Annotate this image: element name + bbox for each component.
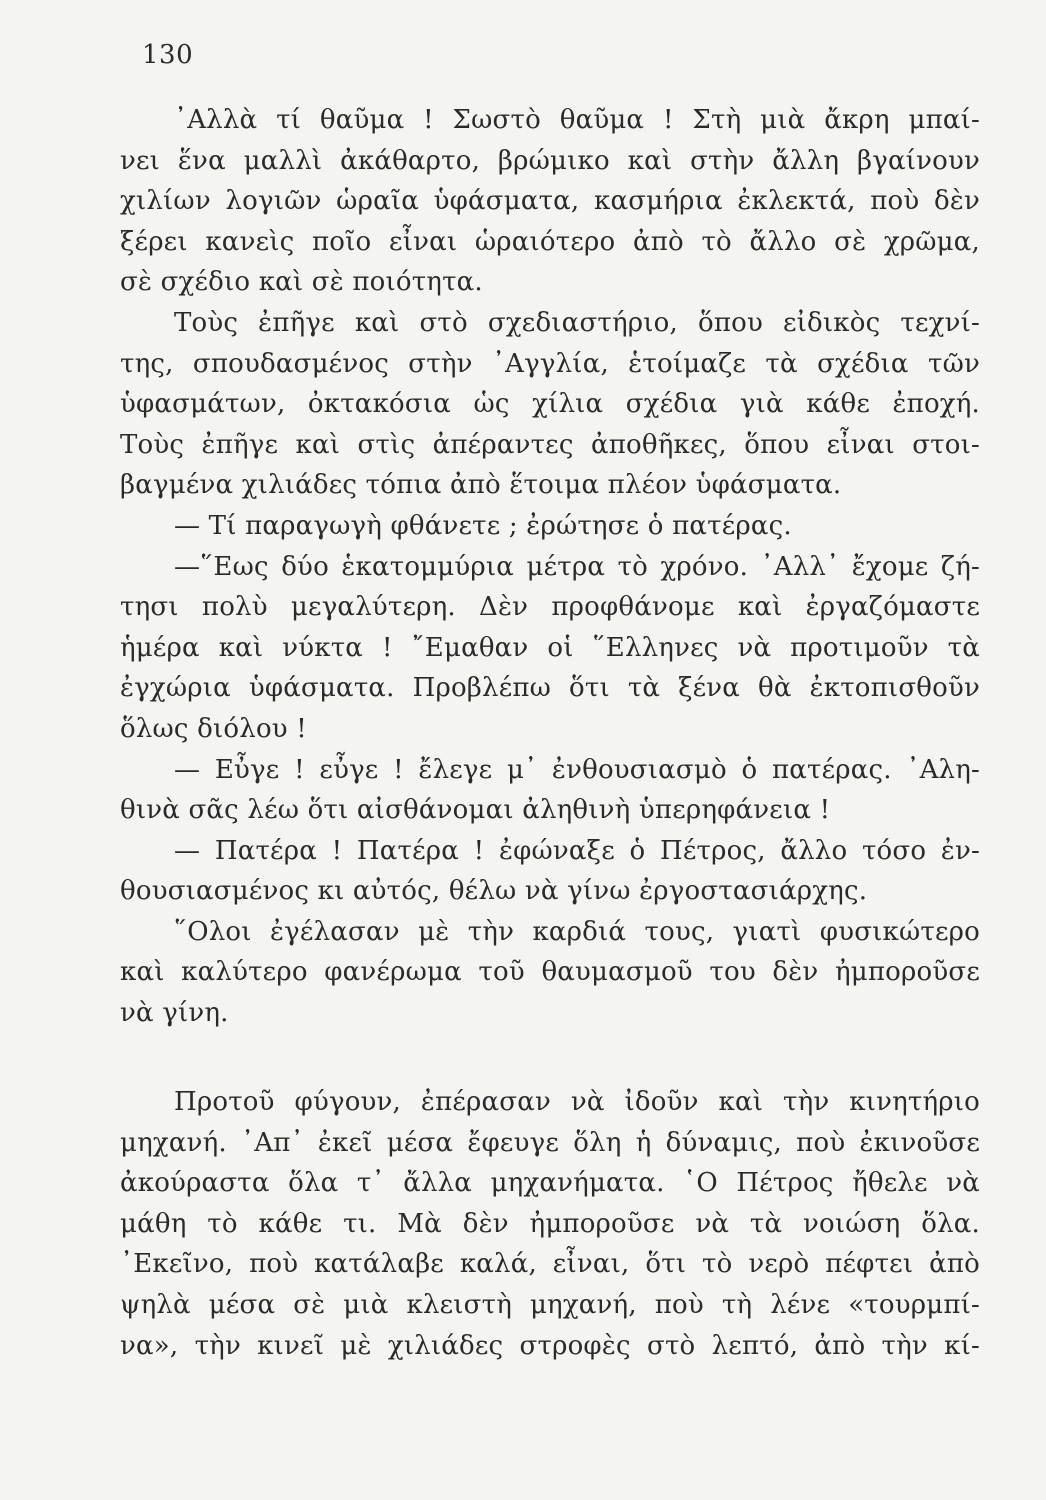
text-line: σὲ σχέδιο καὶ σὲ ποιότητα. — [120, 267, 483, 298]
text-line: ψηλὰ μέσα σὲ μιὰ κλειστὴ μηχανή, ποὺ τὴ λένε «τουρμπί- — [120, 1289, 980, 1320]
text-line: χιλίων λογιῶν ὡραῖα ὑφάσματα, κασμήρια ἐκλεκτά, ποὺ δὲν — [120, 186, 980, 217]
text-line: ἀκούραστα ὅλα τ᾽ ἄλλα μηχανήματα. ῾Ο Πέτρος ἤθελε νὰ — [120, 1168, 980, 1199]
text-line: βαγμένα χιλιάδες τόπια ἀπὸ ἕτοιμα πλέον ὑφάσματα. — [120, 470, 842, 501]
text-line: — Πατέρα ! Πατέρα ! ἐφώναξε ὁ Πέτρος, ἄλλο τόσο ἐν- — [174, 835, 980, 866]
text-line: ὑφασμάτων, ὀκτακόσια ὡς χίλια σχέδια γιὰ κάθε ἐποχή. — [120, 389, 980, 420]
text-line: ἐγχώρια ὑφάσματα. Προβλέπω ὅτι τὰ ξένα θὰ ἐκτοπισθοῦν — [120, 673, 980, 704]
text-line: μηχανή. ᾽Απ᾽ ἐκεῖ μέσα ἔφευγε ὅλη ἡ δύναμις, ποὺ ἐκινοῦσε — [120, 1127, 980, 1158]
text-line: νὰ γίνη. — [120, 998, 229, 1029]
text-block-main — [120, 100, 980, 1034]
text-line: θουσιασμένος κι αὐτός, θέλω νὰ γίνω ἐργοστασιάρχης. — [120, 876, 868, 907]
text-line: — Εὖγε ! εὖγε ! ἔλεγε μ᾽ ἐνθουσιασμὸ ὁ πατέρας. ᾽Αλη- — [174, 754, 980, 785]
text-block-second — [120, 1082, 980, 1366]
text-line: θινὰ σᾶς λέω ὅτι αἰσθάνομαι ἀληθινὴ ὑπερηφάνεια ! — [120, 795, 831, 826]
text-line: Τοὺς ἐπῆγε καὶ στὶς ἀπέραντες ἀποθῆκες, ὅπου εἶναι στοι- — [120, 429, 980, 460]
text-line: Προτοῦ φύγουν, ἐπέρασαν νὰ ἰδοῦν καὶ τὴν κινητήριο — [174, 1087, 980, 1117]
text-line: ᾽Αλλὰ τί θαῦμα ! Σωστὸ θαῦμα ! Στὴ μιὰ ἄκρη μπαί- — [174, 105, 980, 135]
text-line: ᾽Εκεῖνο, ποὺ κατάλαβε καλά, εἶναι, ὅτι τὸ νερὸ πέφτει ἀπὸ — [120, 1249, 980, 1280]
text-line: ἡμέρα καὶ νύκτα ! ῎Εμαθαν οἱ ῞Ελληνες νὰ προτιμοῦν τὰ — [120, 632, 980, 663]
text-line: να», τὴν κινεῖ μὲ χιλιάδες στροφὲς στὸ λεπτό, ἀπὸ τὴν κί- — [120, 1330, 980, 1361]
text-line: τησι πολὺ μεγαλύτερη. Δὲν προφθάνομε καὶ ἐργαζόμαστε — [120, 592, 980, 623]
page-number: 130 — [142, 40, 194, 70]
text-line: νει ἕνα μαλλὶ ἀκάθαρτο, βρώμικο καὶ στὴν ἄλλη βγαίνουν — [120, 145, 980, 176]
text-line: ὅλως διόλου ! — [120, 713, 307, 744]
text-line: —῞Εως δύο ἑκατομμύρια μέτρα τὸ χρόνο. ᾽Αλλ᾽ ἔχομε ζή- — [174, 551, 980, 582]
text-line: ξέρει κανεὶς ποῖο εἶναι ὡραιότερο ἀπὸ τὸ ἄλλο σὲ χρῶμα, — [120, 226, 980, 257]
text-line: της, σπουδασμένος στὴν ᾽Αγγλία, ἑτοίμαζε τὰ σχέδια τῶν — [120, 348, 980, 379]
text-line: — Τί παραγωγὴ φθάνετε ; ἐρώτησε ὁ πατέρας. — [174, 510, 792, 541]
text-line: καὶ καλύτερο φανέρωμα τοῦ θαυμασμοῦ του δὲν ἠμποροῦσε — [120, 957, 980, 988]
text-line: Τοὺς ἐπῆγε καὶ στὸ σχεδιαστήριο, ὅπου εἰδικὸς τεχνί- — [174, 307, 980, 338]
text-line: ῞Ολοι ἐγέλασαν μὲ τὴν καρδιά τους, γιατὶ φυσικώτερο — [174, 916, 980, 947]
text-line: μάθη τὸ κάθε τι. Μὰ δὲν ἠμποροῦσε νὰ τὰ νοιώση ὅλα. — [120, 1208, 980, 1239]
